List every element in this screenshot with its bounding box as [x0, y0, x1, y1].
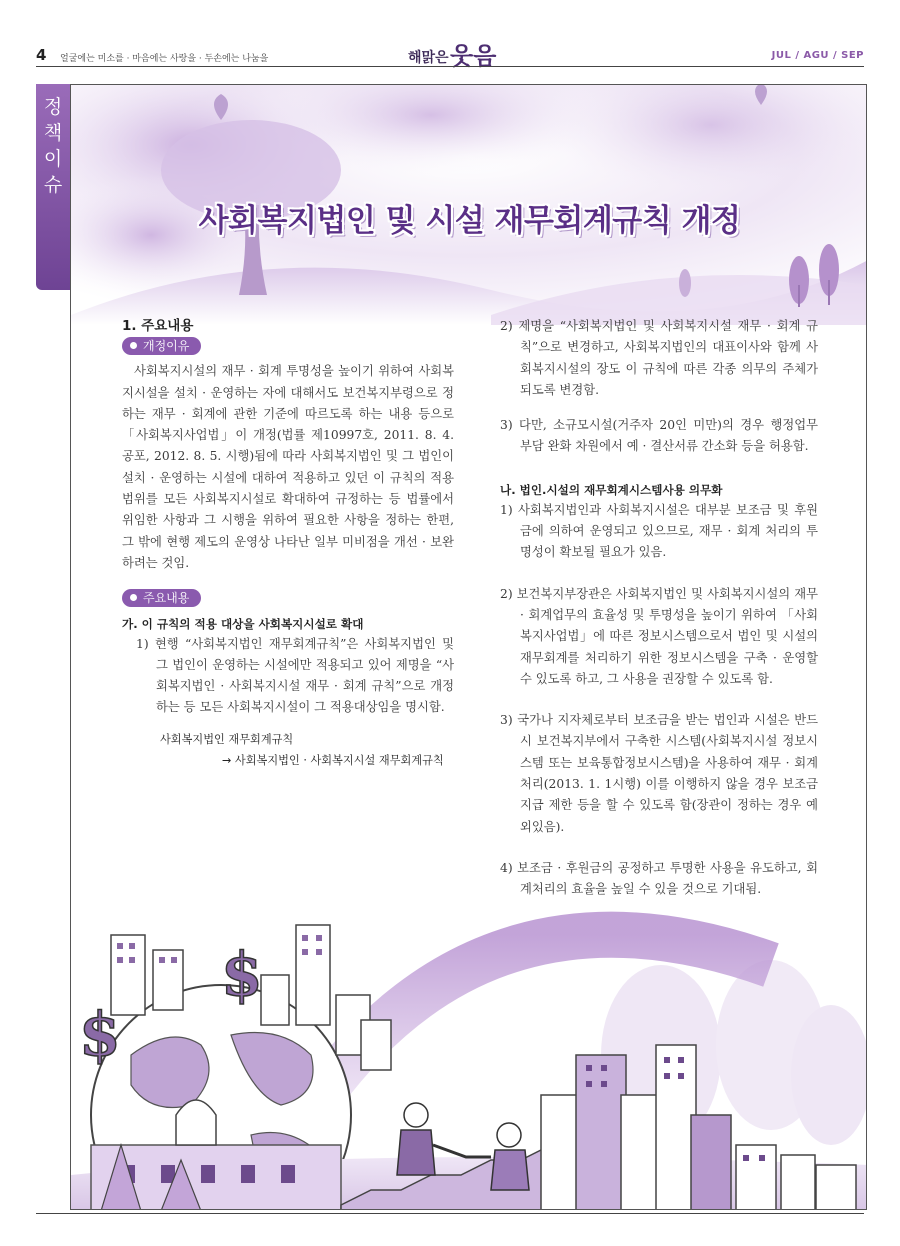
na-item-1: 1) 사회복지법인과 사회복지시설은 대부분 보조금 및 후원금에 의하여 운영되고 있으므로, 재무 · 회계 처리의 투명성이 확보될 필요가 있음.: [500, 502, 818, 560]
ga-item-3: 3) 다만, 소규모시설(거주자 20인 미만)의 경우 행정업무 부담 완화 차원에서 예 · 결산서류 간소화 등을 허용함.: [500, 418, 818, 454]
na-item-4: 4) 보조금 · 후원금의 공정하고 투명한 사용을 유도하고, 회계처리의 효율을 높일 수 있을 것으로 기대됨.: [500, 860, 818, 897]
bullet-dot-icon: [130, 342, 137, 349]
magazine-logo: [408, 38, 528, 70]
section-tab: [36, 84, 70, 290]
svg-text:$: $: [221, 940, 263, 1010]
header-divider: [36, 66, 864, 67]
logo-text-large: 웃음: [450, 42, 497, 70]
ga-item-1: 1) 현행 “사회복지법인 재무회계규칙”은 사회복지법인 및 그 법인이 운영하는 시설에만 적용되고 있어 제명을 “사회복지법인 · 사회복지시설 재무 · 회계 규칙”으로 개정하는 등 모든 사회복지시설이 그 적용대상임을 명시함.: [136, 636, 454, 715]
reason-paragraph: 사회복지시설의 재무 · 회계 투명성을 높이기 위하여 사회복지시설을 설치 · 운영하는 자에 대해서도 보건복지부령으로 정하는 재무 · 회계에 관한 기준에 따르도록 하는 내용 등으로 「사회복지사업법」이 개정(법률 제10997호, 2011. 8. 4. 공포, 2012. 8. 5. 시행)됨에 따라 사회복지법인 및 그 법인이 설치 · 운영하는 시설에 대하여 적용하고 있던 이 규칙의 적용범위를 모든 사회복지시설로 확대하여 규정하는 등 법률에서 위임한 사항과 그 시행을 위하여 필요한 사항을 정하는 한편, 그 밖에 현행 제도의 운영상 나타난 일부 미비점을 개선 · 보완하려는 것임.: [122, 364, 454, 570]
page-header: [36, 38, 864, 68]
new-regulation-name: → 사회복지법인 · 사회복지시설 재무회계규칙: [222, 754, 444, 768]
footer-divider: [36, 1213, 864, 1214]
svg-text:$: $: [79, 1000, 121, 1070]
page-number: 4: [36, 46, 47, 64]
subheading-na: 나. 법인.시설의 재무회계시스템사용 의무화: [500, 482, 723, 497]
na-item-3: 3) 국가나 지자체로부터 보조금을 받는 법인과 시설은 반드시 보건복지부에서 구축한 시스템(사회복지시설 정보시스템 또는 보육통합정보시스템)을 사용하여 재무 · 회계처리(2013. 1. 1시행) 이를 이행하지 않을 경우 보조금 지급 제한 등을 할 수 있도록 함(장관이 정하는 경우 예외있음).: [500, 713, 818, 834]
section-tab-label: 정책이슈: [43, 96, 63, 196]
subheading-ga: 가. 이 규칙의 적용 대상을 사회복지시설로 확대: [122, 616, 364, 631]
old-regulation-name: 사회복지법인 재무회계규칙: [160, 732, 294, 746]
right-column: [500, 316, 818, 901]
logo-text-small: 해맑은: [408, 50, 449, 66]
section-heading: 1. 주요내용: [122, 318, 194, 334]
issue-months: JUL / AGU / SEP: [771, 50, 864, 61]
left-column: [122, 316, 454, 771]
reason-badge: 개정이유: [122, 337, 201, 355]
header-slogan: 얼굴에는 미소를 · 마음에는 사랑을 · 두손에는 나눔을: [60, 54, 269, 64]
article-title: 사회복지법인 및 시설 재무회계규칙 개정: [198, 203, 741, 239]
na-item-2: 2) 보건복지부장관은 사회복지법인 및 사회복지시설의 재무 · 회계업무의 효율성 및 투명성을 높이기 위하여 「사회복지사업법」에 따른 정보시스템으로서 법인 및 시설의 재무회계를 처리하기 위한 정보시스템을 구축 · 운영할 수 있도록 하고, 그 사용을 권장할 수 있도록 함.: [500, 586, 818, 686]
ga-item-2: 2) 제명을 “사회복지법인 및 사회복지시설 재무 · 회계 규칙”으로 변경하고, 사회복지법인의 대표이사와 함께 사회복지시설의 장도 이 규칙에 따른 각종 의무의 주체가 되도록 변경함.: [500, 319, 818, 397]
bullet-dot-icon: [130, 594, 137, 601]
main-content-badge: 주요내용: [122, 589, 201, 607]
